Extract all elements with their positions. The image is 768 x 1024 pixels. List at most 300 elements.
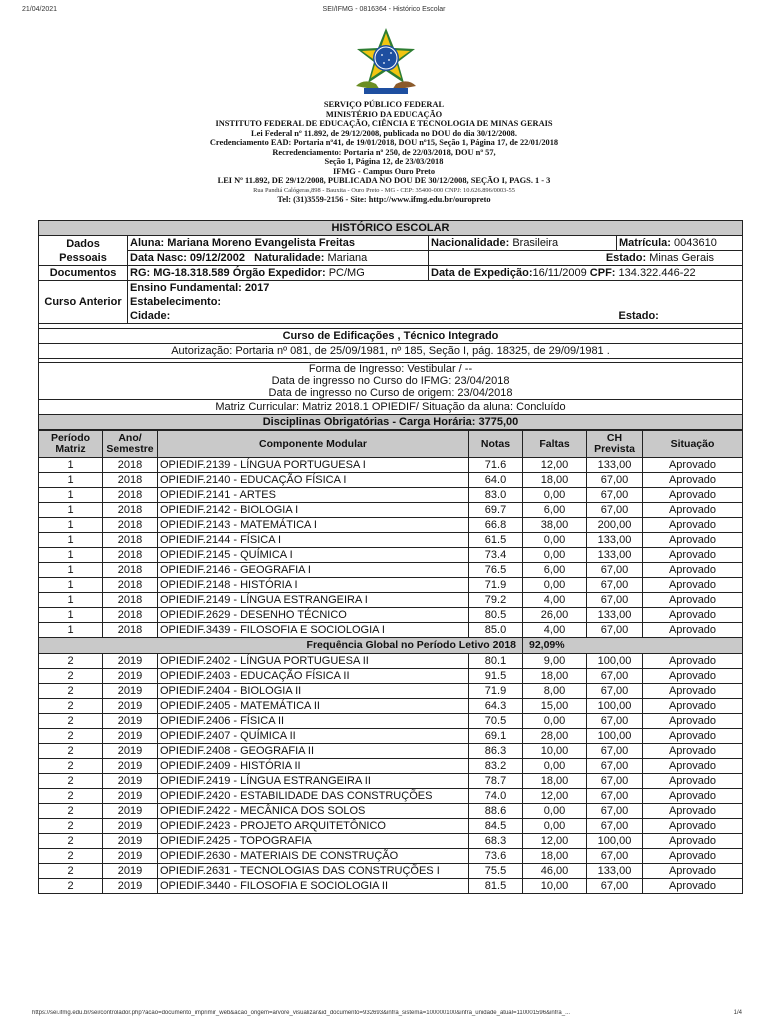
ano-cell: 2018 <box>103 563 158 578</box>
table-row <box>39 789 743 804</box>
ch-cell: 67,00 <box>587 623 643 638</box>
col-ch: CH Prevista <box>587 431 643 458</box>
faltas-cell: 0,00 <box>523 488 587 503</box>
faltas-cell: 10,00 <box>523 879 587 894</box>
faltas-cell: 6,00 <box>523 503 587 518</box>
naturalidade-label: Naturalidade: <box>254 252 325 264</box>
situacao-cell: Aprovado <box>643 699 743 714</box>
table-row <box>39 849 743 864</box>
periodo-cell: 2 <box>39 864 103 879</box>
nota-cell: 69.1 <box>469 729 523 744</box>
faltas-cell: 9,00 <box>523 654 587 669</box>
frequency-value: 92,09% <box>523 638 743 654</box>
componente-cell: OPIEDIF.2405 - MATEMÁTICA II <box>158 699 469 714</box>
ano-cell: 2018 <box>103 548 158 563</box>
frequency-label: Frequência Global no Período Letivo 2018 <box>39 638 523 654</box>
componente-cell: OPIEDIF.2402 - LÍNGUA PORTUGUESA II <box>158 654 469 669</box>
col-situacao: Situação <box>643 431 743 458</box>
ano-cell: 2019 <box>103 774 158 789</box>
periodo-cell: 1 <box>39 623 103 638</box>
situacao-cell: Aprovado <box>643 593 743 608</box>
faltas-cell: 18,00 <box>523 849 587 864</box>
faltas-cell: 18,00 <box>523 774 587 789</box>
componente-cell: OPIEDIF.2406 - FÍSICA II <box>158 714 469 729</box>
ano-cell: 2018 <box>103 488 158 503</box>
situacao-cell: Aprovado <box>643 879 743 894</box>
nota-cell: 80.1 <box>469 654 523 669</box>
table-row <box>39 729 743 744</box>
faltas-cell: 8,00 <box>523 684 587 699</box>
institution-line: SERVIÇO PÚBLICO FEDERAL <box>323 100 445 109</box>
institution-header <box>80 100 688 205</box>
birth-date: Data Nasc: 09/12/2002 <box>130 252 245 264</box>
table-row <box>39 563 743 578</box>
table-row <box>39 458 743 473</box>
nota-cell: 86.3 <box>469 744 523 759</box>
nota-cell: 84.5 <box>469 819 523 834</box>
table-row <box>39 819 743 834</box>
faltas-cell: 4,00 <box>523 623 587 638</box>
print-header <box>0 6 768 18</box>
periodo-cell: 1 <box>39 578 103 593</box>
institution-line: Recredenciamento: Portaria nº 250, de 22/03/2018, DOU nº 57, <box>272 147 496 157</box>
cpf-label: CPF: <box>589 267 616 279</box>
print-url: https://sei.ifmg.edu.br/sei/controlador.php?acao=documento_imprimir_web&acao_origem=arvore_visualizar&id_documento=932693&infra_sistema=100000100&infra_unidade_atual=110001596&infra_... <box>32 1010 571 1016</box>
ch-cell: 67,00 <box>587 789 643 804</box>
situacao-cell: Aprovado <box>643 684 743 699</box>
nota-cell: 68.3 <box>469 834 523 849</box>
course-authorization: Autorização: Portaria nº 081, de 25/09/1981, nº 185, Seção I, pág. 18325, de 29/09/1981 . <box>39 344 743 359</box>
nota-cell: 83.2 <box>469 759 523 774</box>
componente-cell: OPIEDIF.2148 - HISTÓRIA I <box>158 578 469 593</box>
transcript-document <box>38 220 742 894</box>
periodo-cell: 2 <box>39 729 103 744</box>
ano-cell: 2019 <box>103 864 158 879</box>
componente-cell: OPIEDIF.2403 - EDUCAÇÃO FÍSICA II <box>158 669 469 684</box>
brazil-coat-of-arms-icon <box>346 22 426 98</box>
ch-cell: 100,00 <box>587 834 643 849</box>
faltas-cell: 18,00 <box>523 669 587 684</box>
ano-cell: 2019 <box>103 729 158 744</box>
situacao-cell: Aprovado <box>643 789 743 804</box>
ch-cell: 67,00 <box>587 578 643 593</box>
periodo-cell: 1 <box>39 563 103 578</box>
periodo-cell: 1 <box>39 548 103 563</box>
ch-cell: 133,00 <box>587 533 643 548</box>
orgao-label: Órgão Expedidor: <box>232 267 326 279</box>
situacao-cell: Aprovado <box>643 563 743 578</box>
ano-cell: 2018 <box>103 503 158 518</box>
situacao-cell: Aprovado <box>643 759 743 774</box>
table-row <box>39 759 743 774</box>
ano-cell: 2019 <box>103 684 158 699</box>
componente-cell: OPIEDIF.2143 - MATEMÁTICA I <box>158 518 469 533</box>
table-row <box>39 669 743 684</box>
previous-course-label-text: Curso Anterior <box>44 296 122 308</box>
situacao-cell: Aprovado <box>643 458 743 473</box>
componente-cell: OPIEDIF.2141 - ARTES <box>158 488 469 503</box>
table-row <box>39 699 743 714</box>
nota-cell: 85.0 <box>469 623 523 638</box>
componente-cell: OPIEDIF.2631 - TECNOLOGIAS DAS CONSTRUÇÕES I <box>158 864 469 879</box>
ch-cell: 67,00 <box>587 759 643 774</box>
ano-cell: 2019 <box>103 879 158 894</box>
componente-cell: OPIEDIF.2420 - ESTABILIDADE DAS CONSTRUÇÕES <box>158 789 469 804</box>
situacao-cell: Aprovado <box>643 714 743 729</box>
print-footer <box>0 1010 768 1020</box>
componente-cell: OPIEDIF.2144 - FÍSICA I <box>158 533 469 548</box>
situacao-cell: Aprovado <box>643 473 743 488</box>
table-row <box>39 533 743 548</box>
componente-cell: OPIEDIF.2407 - QUÍMICA II <box>158 729 469 744</box>
nota-cell: 64.0 <box>469 473 523 488</box>
situacao-cell: Aprovado <box>643 503 743 518</box>
periodo-cell: 1 <box>39 458 103 473</box>
expedicao-value: 16/11/2009 <box>532 267 587 279</box>
situacao-cell: Aprovado <box>643 518 743 533</box>
faltas-cell: 12,00 <box>523 834 587 849</box>
table-row <box>39 654 743 669</box>
faltas-cell: 4,00 <box>523 593 587 608</box>
ch-cell: 67,00 <box>587 488 643 503</box>
ch-cell: 67,00 <box>587 819 643 834</box>
grades-header-row <box>39 431 743 458</box>
ch-cell: 67,00 <box>587 774 643 789</box>
periodo-cell: 2 <box>39 669 103 684</box>
table-row <box>39 804 743 819</box>
faltas-cell: 28,00 <box>523 729 587 744</box>
ch-cell: 133,00 <box>587 608 643 623</box>
periodo-cell: 2 <box>39 774 103 789</box>
institution-line: LEI Nº 11.892, DE 29/12/2008, PUBLICADA NO DOU DE 30/12/2008, SEÇÃO I, PAGS. 1 - 3 <box>217 176 551 185</box>
ensino-fundamental: Ensino Fundamental: 2017 <box>128 281 743 296</box>
faltas-cell: 0,00 <box>523 578 587 593</box>
nota-cell: 74.0 <box>469 789 523 804</box>
data-ingresso-ifmg: Data de ingresso no Curso do IFMG: 23/04/2018 <box>271 375 510 387</box>
nota-cell: 88.6 <box>469 804 523 819</box>
situacao-cell: Aprovado <box>643 669 743 684</box>
table-row <box>39 864 743 879</box>
data-ingresso-origem: Data de ingresso no Curso de origem: 23/04/2018 <box>268 387 513 399</box>
faltas-cell: 6,00 <box>523 563 587 578</box>
table-row <box>39 548 743 563</box>
situacao-cell: Aprovado <box>643 744 743 759</box>
periodo-cell: 2 <box>39 849 103 864</box>
faltas-cell: 10,00 <box>523 744 587 759</box>
faltas-cell: 0,00 <box>523 548 587 563</box>
faltas-cell: 0,00 <box>523 714 587 729</box>
rg-cell <box>128 266 429 281</box>
periodo-cell: 1 <box>39 473 103 488</box>
periodo-cell: 2 <box>39 804 103 819</box>
institution-line: IFMG - Campus Ouro Preto <box>332 166 436 176</box>
nota-cell: 64.3 <box>469 699 523 714</box>
table-row <box>39 473 743 488</box>
ano-cell: 2019 <box>103 819 158 834</box>
nota-cell: 73.6 <box>469 849 523 864</box>
faltas-cell: 0,00 <box>523 804 587 819</box>
matricula-value: 0043610 <box>674 237 717 249</box>
col-periodo: Período Matriz <box>39 431 103 458</box>
col-componente: Componente Modular <box>158 431 469 458</box>
componente-cell: OPIEDIF.2629 - DESENHO TÉCNICO <box>158 608 469 623</box>
ano-cell: 2019 <box>103 849 158 864</box>
situacao-cell: Aprovado <box>643 729 743 744</box>
document-title: HISTÓRICO ESCOLAR <box>39 221 743 236</box>
faltas-cell: 12,00 <box>523 789 587 804</box>
table-row <box>39 518 743 533</box>
page-number: 1/4 <box>733 1010 742 1016</box>
periodo-cell: 2 <box>39 699 103 714</box>
nationality-cell <box>429 236 617 251</box>
institution-line: INSTITUTO FEDERAL DE EDUCAÇÃO, CIÊNCIA E TECNOLOGIA DE MINAS GERAIS <box>215 119 553 128</box>
forma-ingresso: Forma de Ingresso: Vestibular / -- <box>308 363 473 375</box>
periodo-cell: 2 <box>39 654 103 669</box>
frequency-row <box>39 638 743 654</box>
nota-cell: 79.2 <box>469 593 523 608</box>
expedicao-label: Data de Expedição: <box>431 267 533 279</box>
componente-cell: OPIEDIF.3439 - FILOSOFIA E SOCIOLOGIA I <box>158 623 469 638</box>
ch-cell: 67,00 <box>587 849 643 864</box>
faltas-cell: 0,00 <box>523 533 587 548</box>
rg-value: RG: MG-18.318.589 <box>130 267 230 279</box>
col-faltas: Faltas <box>523 431 587 458</box>
institution-address: Rua Pandiá Calógeras,898 - Bauxita - Ouro Preto - MG - CEP: 35400-000 CNPJ: 10.626.896/0003-55 <box>253 186 515 194</box>
nota-cell: 70.5 <box>469 714 523 729</box>
matricula-cell <box>617 236 743 251</box>
situacao-cell: Aprovado <box>643 623 743 638</box>
ano-cell: 2018 <box>103 518 158 533</box>
ch-cell: 67,00 <box>587 714 643 729</box>
ano-cell: 2019 <box>103 804 158 819</box>
componente-cell: OPIEDIF.2404 - BIOLOGIA II <box>158 684 469 699</box>
previous-course-label <box>39 281 128 324</box>
table-row <box>39 503 743 518</box>
cidade: Cidade: <box>128 309 617 324</box>
institution-line: MINISTÉRIO DA EDUCAÇÃO <box>325 109 443 119</box>
periodo-cell: 1 <box>39 533 103 548</box>
table-row <box>39 714 743 729</box>
nota-cell: 81.5 <box>469 879 523 894</box>
situacao-cell: Aprovado <box>643 774 743 789</box>
ch-cell: 67,00 <box>587 669 643 684</box>
periodo-cell: 2 <box>39 714 103 729</box>
situacao-cell: Aprovado <box>643 834 743 849</box>
nota-cell: 66.8 <box>469 518 523 533</box>
estado-cell <box>429 251 743 266</box>
nationality-value: Brasileira <box>512 237 559 249</box>
faltas-cell: 0,00 <box>523 759 587 774</box>
periodo-cell: 2 <box>39 789 103 804</box>
periodo-cell: 2 <box>39 759 103 774</box>
nationality-label: Nacionalidade: <box>431 237 510 249</box>
documents-label: Documentos <box>39 266 128 281</box>
matricula-label: Matrícula: <box>619 237 671 249</box>
situacao-cell: Aprovado <box>643 608 743 623</box>
situacao-cell: Aprovado <box>643 654 743 669</box>
componente-cell: OPIEDIF.2142 - BIOLOGIA I <box>158 503 469 518</box>
faltas-cell: 18,00 <box>523 473 587 488</box>
ano-cell: 2018 <box>103 608 158 623</box>
personal-data-label-text: Dados Pessoais <box>59 237 107 264</box>
table-row <box>39 623 743 638</box>
componente-cell: OPIEDIF.2419 - LÍNGUA ESTRANGEIRA II <box>158 774 469 789</box>
col-ano: Ano/ Semestre <box>103 431 158 458</box>
faltas-cell: 15,00 <box>523 699 587 714</box>
naturalidade-value: Mariana <box>327 252 368 264</box>
ch-cell: 100,00 <box>587 654 643 669</box>
table-row <box>39 684 743 699</box>
ch-cell: 133,00 <box>587 548 643 563</box>
ch-cell: 67,00 <box>587 804 643 819</box>
componente-cell: OPIEDIF.2425 - TOPOGRAFIA <box>158 834 469 849</box>
ch-cell: 133,00 <box>587 864 643 879</box>
table-row <box>39 744 743 759</box>
nota-cell: 80.5 <box>469 608 523 623</box>
faltas-cell: 26,00 <box>523 608 587 623</box>
ano-cell: 2019 <box>103 669 158 684</box>
estado-value: Minas Gerais <box>649 252 715 264</box>
estado-label: Estado: <box>605 252 647 264</box>
ch-cell: 67,00 <box>587 684 643 699</box>
componente-cell: OPIEDIF.2423 - PROJETO ARQUITETÔNICO <box>158 819 469 834</box>
periodo-cell: 1 <box>39 593 103 608</box>
ch-cell: 133,00 <box>587 458 643 473</box>
institution-contact: Tel: (31)3559-2156 - Site: http://www.ifmg.edu.br/ouropreto <box>277 195 491 204</box>
col-notas: Notas <box>469 431 523 458</box>
student-info-table <box>38 220 743 430</box>
nota-cell: 76.5 <box>469 563 523 578</box>
situacao-cell: Aprovado <box>643 533 743 548</box>
print-title: SEI/IFMG - 0816364 - Histórico Escolar <box>322 6 446 13</box>
table-row <box>39 578 743 593</box>
institution-line: Seção 1, Página 12, de 23/03/2018 <box>324 157 444 166</box>
situacao-cell: Aprovado <box>643 548 743 563</box>
situacao-cell: Aprovado <box>643 849 743 864</box>
table-row <box>39 488 743 503</box>
personal-data-label <box>39 236 128 266</box>
periodo-cell: 1 <box>39 503 103 518</box>
nota-cell: 78.7 <box>469 774 523 789</box>
periodo-cell: 2 <box>39 834 103 849</box>
componente-cell: OPIEDIF.2139 - LÍNGUA PORTUGUESA I <box>158 458 469 473</box>
birth-naturalidade-cell <box>128 251 429 266</box>
situacao-cell: Aprovado <box>643 804 743 819</box>
nota-cell: 91.5 <box>469 669 523 684</box>
disciplinas-header: Disciplinas Obrigatórias - Carga Horária: 3775,00 <box>39 415 743 430</box>
ano-cell: 2019 <box>103 744 158 759</box>
ano-cell: 2018 <box>103 623 158 638</box>
periodo-cell: 1 <box>39 488 103 503</box>
nota-cell: 71.9 <box>469 684 523 699</box>
ano-cell: 2018 <box>103 578 158 593</box>
ano-cell: 2018 <box>103 458 158 473</box>
ano-cell: 2019 <box>103 834 158 849</box>
componente-cell: OPIEDIF.2149 - LÍNGUA ESTRANGEIRA I <box>158 593 469 608</box>
ano-cell: 2019 <box>103 654 158 669</box>
table-row <box>39 593 743 608</box>
orgao-value: PC/MG <box>328 267 365 279</box>
periodo-cell: 2 <box>39 684 103 699</box>
ch-cell: 67,00 <box>587 473 643 488</box>
periodo-cell: 2 <box>39 744 103 759</box>
faltas-cell: 0,00 <box>523 819 587 834</box>
periodo-cell: 1 <box>39 518 103 533</box>
componente-cell: OPIEDIF.2145 - QUÍMICA I <box>158 548 469 563</box>
situacao-cell: Aprovado <box>643 578 743 593</box>
institution-line: Credenciamento EAD: Portaria nº41, de 19/01/2018, DOU nº15, Seção 1, Página 17, de 22/01/2018 <box>209 138 559 147</box>
ch-cell: 67,00 <box>587 503 643 518</box>
year1-rows <box>39 458 743 638</box>
situacao-cell: Aprovado <box>643 864 743 879</box>
student-name: Aluna: Mariana Moreno Evangelista Freitas <box>128 236 429 251</box>
estabelecimento: Estabelecimento: <box>128 295 743 309</box>
situacao-cell: Aprovado <box>643 488 743 503</box>
faltas-cell: 46,00 <box>523 864 587 879</box>
nota-cell: 75.5 <box>469 864 523 879</box>
ch-cell: 67,00 <box>587 593 643 608</box>
ano-cell: 2019 <box>103 699 158 714</box>
course-name: Curso de Edificações , Técnico Integrado <box>39 329 743 344</box>
ch-cell: 100,00 <box>587 729 643 744</box>
ano-cell: 2018 <box>103 593 158 608</box>
periodo-cell: 2 <box>39 879 103 894</box>
componente-cell: OPIEDIF.2140 - EDUCAÇÃO FÍSICA I <box>158 473 469 488</box>
nota-cell: 71.6 <box>469 458 523 473</box>
table-row <box>39 608 743 623</box>
componente-cell: OPIEDIF.2146 - GEOGRAFIA I <box>158 563 469 578</box>
nota-cell: 71.9 <box>469 578 523 593</box>
faltas-cell: 38,00 <box>523 518 587 533</box>
ch-cell: 67,00 <box>587 879 643 894</box>
previous-estado: Estado: <box>617 309 743 324</box>
nota-cell: 83.0 <box>469 488 523 503</box>
componente-cell: OPIEDIF.2409 - HISTÓRIA II <box>158 759 469 774</box>
ch-cell: 200,00 <box>587 518 643 533</box>
year2-rows <box>39 654 743 894</box>
expedicao-cpf-cell <box>429 266 743 281</box>
ingresso-block <box>39 363 743 400</box>
ch-cell: 100,00 <box>587 699 643 714</box>
institution-line: Lei Federal nº 11.892, de 29/12/2008, publicada no DOU do dia 30/12/2008. <box>251 128 517 138</box>
table-row <box>39 834 743 849</box>
componente-cell: OPIEDIF.3440 - FILOSOFIA E SOCIOLOGIA II <box>158 879 469 894</box>
componente-cell: OPIEDIF.2422 - MECÂNICA DOS SOLOS <box>158 804 469 819</box>
nota-cell: 73.4 <box>469 548 523 563</box>
componente-cell: OPIEDIF.2630 - MATERIAIS DE CONSTRUÇÃO <box>158 849 469 864</box>
grades-table <box>38 430 743 894</box>
periodo-cell: 2 <box>39 819 103 834</box>
ano-cell: 2019 <box>103 789 158 804</box>
ano-cell: 2018 <box>103 473 158 488</box>
componente-cell: OPIEDIF.2408 - GEOGRAFIA II <box>158 744 469 759</box>
situacao-cell: Aprovado <box>643 819 743 834</box>
nota-cell: 69.7 <box>469 503 523 518</box>
ano-cell: 2018 <box>103 533 158 548</box>
ano-cell: 2019 <box>103 759 158 774</box>
ano-cell: 2019 <box>103 714 158 729</box>
ch-cell: 67,00 <box>587 744 643 759</box>
nota-cell: 61.5 <box>469 533 523 548</box>
matriz-curricular: Matriz Curricular: Matriz 2018.1 OPIEDIF/ Situação da aluna: Concluído <box>39 400 743 415</box>
faltas-cell: 12,00 <box>523 458 587 473</box>
table-row <box>39 879 743 894</box>
periodo-cell: 1 <box>39 608 103 623</box>
ch-cell: 67,00 <box>587 563 643 578</box>
table-row <box>39 774 743 789</box>
print-date: 21/04/2021 <box>22 6 58 13</box>
cpf-value: 134.322.446-22 <box>618 267 696 279</box>
